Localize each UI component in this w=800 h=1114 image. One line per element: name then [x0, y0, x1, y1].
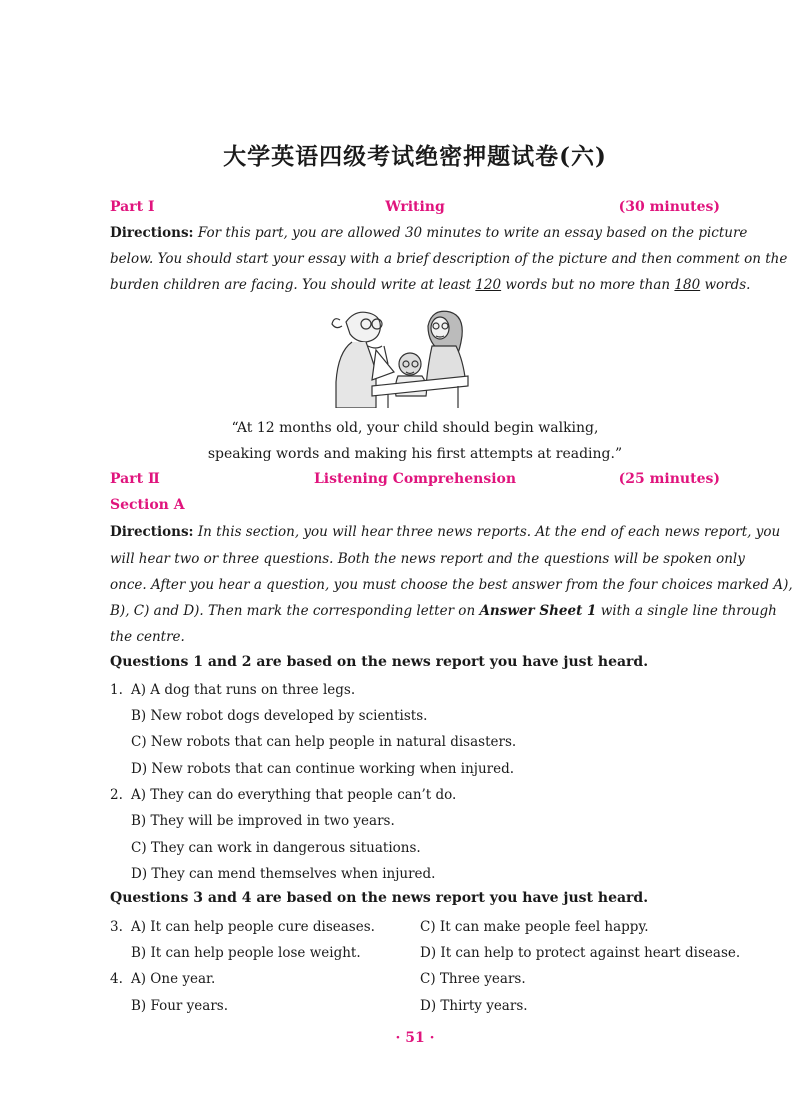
part2-name: Listening Comprehension	[313, 471, 517, 487]
directions-text: For this part, you are allowed 30 minutes to write an essay based on the picture	[197, 225, 748, 241]
directions-text: In this section, you will hear three news reports. At the end of each news report, you	[197, 524, 781, 540]
page-number: · 51 ·	[395, 1030, 435, 1046]
page-title: 大学英语四级考试绝密押题试卷(六)	[223, 143, 607, 170]
part1-name: Writing	[385, 199, 445, 215]
q2-option-a: A) They can do everything that people can’t do.	[131, 787, 457, 803]
part1-directions-line3	[110, 275, 751, 295]
q1-option-a: A) A dog that runs on three legs.	[131, 682, 356, 698]
part1-header	[110, 199, 720, 219]
q4-option-c: C) Three years.	[420, 971, 526, 987]
q3-option-b: B) It can help people lose weight.	[131, 945, 361, 961]
part1-directions-line2: below. You should start your essay with a brief description of the picture and then comment on the	[110, 251, 788, 267]
q4-option-a: A) One year.	[131, 971, 216, 987]
part1-label: Part Ⅰ	[110, 199, 155, 215]
q3-option-a: A) It can help people cure diseases.	[131, 919, 375, 935]
question-number: 1.	[110, 682, 123, 698]
cartoon-illustration	[328, 302, 472, 408]
part2-directions-line3: once. After you hear a question, you must choose the best answer from the four choices marked A),	[110, 577, 793, 593]
min-words: 120	[475, 277, 502, 293]
picture-caption-line1: “At 12 months old, your child should begin walking,	[231, 420, 599, 436]
max-words: 180	[674, 277, 701, 293]
answer-sheet-ref: Answer Sheet 1	[479, 603, 597, 619]
part2-header	[110, 471, 720, 491]
q1-option-c: C) New robots that can help people in natural disasters.	[131, 734, 517, 750]
q3-option-d: D) It can help to protect against heart disease.	[420, 945, 741, 961]
q3-option-c: C) It can make people feel happy.	[420, 919, 649, 935]
directions-text: words.	[700, 277, 751, 293]
q4-option-b: B) Four years.	[131, 998, 229, 1014]
part1-time: (30 minutes)	[618, 199, 720, 215]
q4-option-d: D) Thirty years.	[420, 998, 528, 1014]
part2-directions-line1	[110, 522, 781, 542]
part1-directions-line1	[110, 223, 748, 243]
q2-option-c: C) They can work in dangerous situations.	[131, 840, 421, 856]
question-number: 2.	[110, 787, 123, 803]
question-group-heading: Questions 3 and 4 are based on the news report you have just heard.	[110, 890, 649, 906]
part2-label: Part Ⅱ	[110, 471, 160, 487]
part1-directions-label: Directions:	[110, 225, 194, 241]
picture-caption-line2: speaking words and making his first attempts at reading.”	[207, 446, 623, 462]
directions-text: burden children are facing. You should write at least	[110, 277, 476, 293]
part2-directions-line2: will hear two or three questions. Both the news report and the questions will be spoken only	[110, 551, 745, 567]
question-group-heading: Questions 1 and 2 are based on the news report you have just heard.	[110, 654, 649, 670]
part2-directions-line5: the centre.	[110, 629, 185, 645]
section-label: Section A	[110, 497, 185, 513]
q2-option-d: D) They can mend themselves when injured.	[131, 866, 436, 882]
section-a-heading	[110, 497, 720, 517]
q1-option-b: B) New robot dogs developed by scientists.	[131, 708, 428, 724]
question-number: 4.	[110, 971, 123, 987]
directions-text: words but no more than	[501, 277, 675, 293]
part2-time: (25 minutes)	[618, 471, 720, 487]
q1-option-d: D) New robots that can continue working when injured.	[131, 761, 515, 777]
part2-directions-label: Directions:	[110, 524, 194, 540]
directions-text: with a single line through	[596, 603, 777, 619]
q2-option-b: B) They will be improved in two years.	[131, 813, 395, 829]
part2-directions-line4	[110, 601, 777, 621]
directions-text: B), C) and D). Then mark the corresponding letter on	[110, 603, 480, 619]
question-number: 3.	[110, 919, 123, 935]
